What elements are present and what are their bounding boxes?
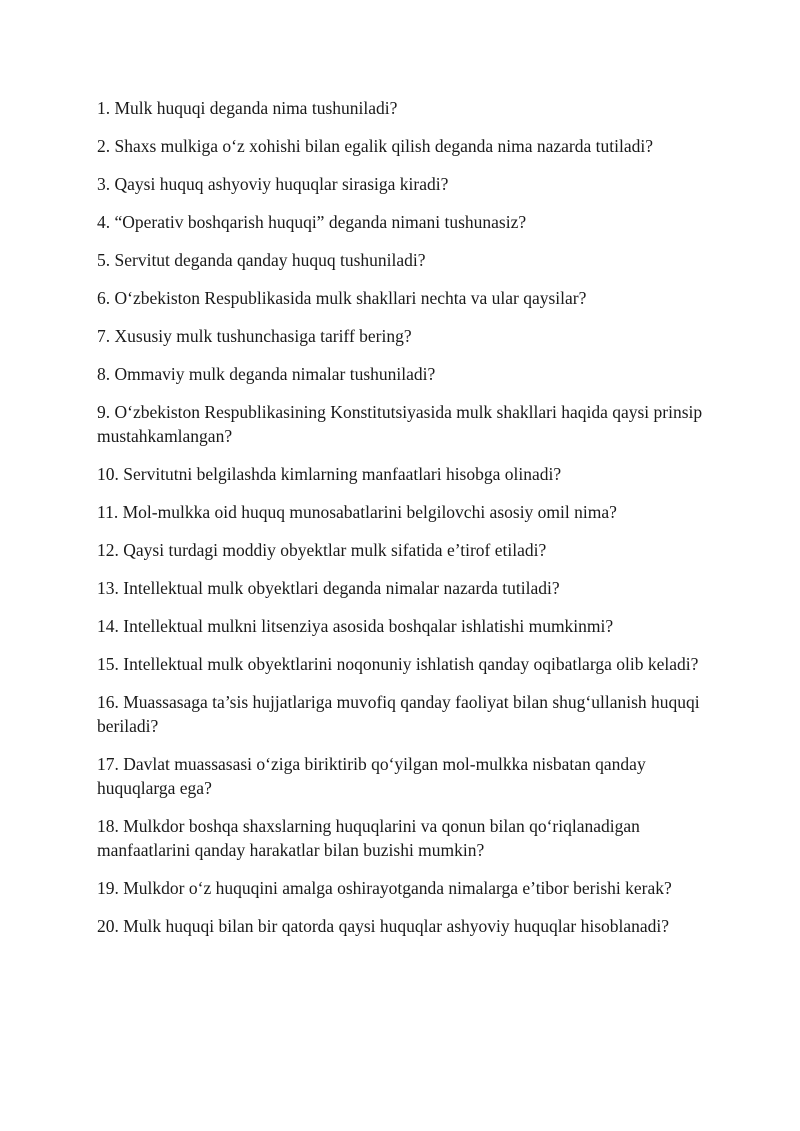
question-item: 17. Davlat muassasasi o‘ziga biriktirib qo‘yilgan mol-mulkka nisbatan qanday huquqlarga ega? [97, 754, 646, 798]
question-item: 14. Intellektual mulkni litsenziya asosida boshqalar ishlatishi mumkinmi? [97, 616, 614, 636]
question-item: 4. “Operativ boshqarish huquqi” deganda nimani tushunasiz? [97, 212, 527, 232]
question-list [97, 96, 705, 952]
question-item: 12. Qaysi turdagi moddiy obyektlar mulk sifatida e’tirof etiladi? [97, 540, 547, 560]
question-item: 5. Servitut deganda qanday huquq tushuniladi? [97, 250, 426, 270]
question-item: 6. O‘zbekiston Respublikasida mulk shakllari nechta va ular qaysilar? [97, 288, 587, 308]
question-item: 8. Ommaviy mulk deganda nimalar tushuniladi? [97, 364, 436, 384]
question-item: 2. Shaxs mulkiga o‘z xohishi bilan egalik qilish deganda nima nazarda tutiladi? [97, 136, 653, 156]
question-item: 3. Qaysi huquq ashyoviy huquqlar sirasiga kiradi? [97, 174, 449, 194]
question-item: 18. Mulkdor boshqa shaxslarning huquqlarini va qonun bilan qo‘riqlanadigan manfaatlarini qanday harakatlar bilan buzishi mumkin? [97, 816, 640, 860]
question-item: 20. Mulk huquqi bilan bir qatorda qaysi huquqlar ashyoviy huquqlar hisoblanadi? [97, 916, 670, 936]
question-item: 19. Mulkdor o‘z huquqini amalga oshirayotganda nimalarga e’tibor berishi kerak? [97, 878, 672, 898]
question-item: 10. Servitutni belgilashda kimlarning manfaatlari hisobga olinadi? [97, 464, 562, 484]
question-item: 11. Mol-mulkka oid huquq munosabatlarini belgilovchi asosiy omil nima? [97, 502, 617, 522]
question-item: 1. Mulk huquqi deganda nima tushuniladi? [97, 98, 398, 118]
question-item: 15. Intellektual mulk obyektlarini noqonuniy ishlatish qanday oqibatlarga olib keladi? [97, 654, 699, 674]
question-item: 16. Muassasaga ta’sis hujjatlariga muvofiq qanday faoliyat bilan shug‘ullanish huquqi beriladi? [97, 692, 700, 736]
question-item: 7. Xususiy mulk tushunchasiga tariff bering? [97, 326, 412, 346]
question-item: 9. O‘zbekiston Respublikasining Konstitutsiyasida mulk shakllari haqida qaysi prinsip mustahkamlangan? [97, 402, 703, 446]
question-item: 13. Intellektual mulk obyektlari deganda nimalar nazarda tutiladi? [97, 578, 560, 598]
